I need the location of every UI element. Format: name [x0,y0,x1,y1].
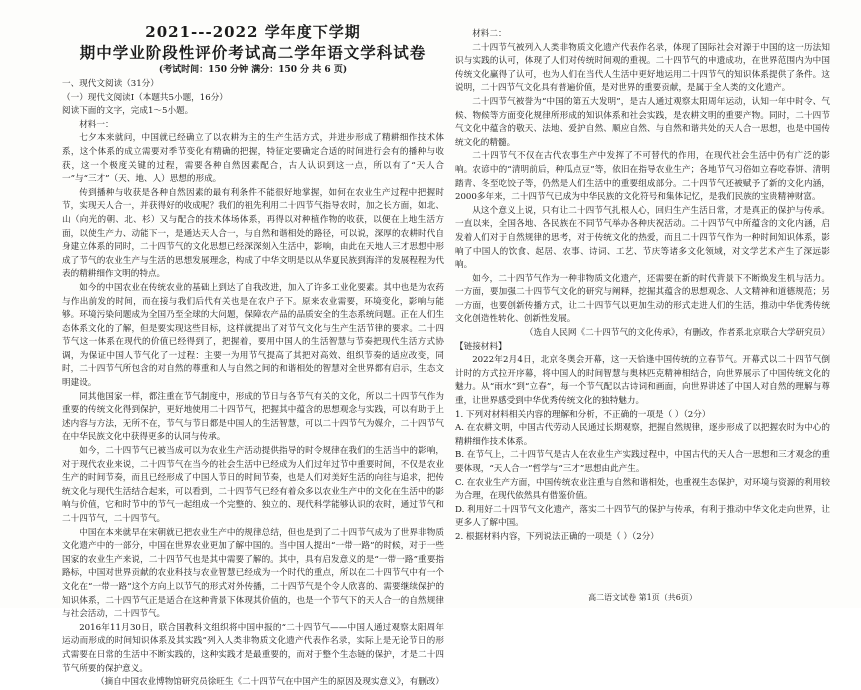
exam-info: (考试时间：150 分钟 满分：150 分 共 6 页) [158,65,348,75]
exam-title-line2: 期中学业阶段性评价考试高二学年语文学科试卷 [79,43,427,62]
paragraph: 二十四节气不仅在古代农事生产中发挥了不可替代的作用，在现代社会生活中仍有广泛的影响。农谚中的“清明前后，种瓜点豆”等，依旧在指导农业生产；各地节气习俗如立春吃春饼、清明踏青、冬至吃饺子等，仍然是人们生活中的重要组成部分。二十四节气还被赋予了新的文化内涵，2000多年来，二十四节气已成为中华民族的文化符号和集体记忆，是我们民族的宝贵精神财富。 [455,151,830,203]
paragraph: 从这个意义上说，只有让二十四节气扎根人心，回归生产生活日常，才是真正的保护与传承。一直以来，全国各地、各民族在不同节气举办各种庆祝活动。二十四节气中所蕴含的文化内涵，启发着人们对于自然规律的思考，对于传统文化的热爱，而且二十四节气作为一种时间知识体系，影响了中国人的饮食、起居、农事、诗词、工艺、节庆等诸多文化领域，对文学艺术产生了深远影响。 [455,205,830,271]
paragraph: 中国在本来就早在宋朝就已把农业生产中的规律总结，但也是到了二十四节气成为了世界非物质文化遗产中的一部分，中国在世界农业更加了解中国的。当中国人提出“一带一路”的时候，对于一些国家的农业生产来说，二十四节气也是其中需要了解的。其中，具有启发意义的是“一带一路”重要指路标，中国对世界贡献的农业科技与农业智慧已经成为一个时代的重点，所以在二十四节气中有一个文化在“一带一路”这个方向上以节气的形式对外传播，二十四节气是个令人欣喜的、需要继续保护的知识体系，二十四节气正是适合在这种背景下体现其价值的，也是一个节气下的天人合一的自然规律与社会活动，二十四节气。 [62,527,444,620]
paragraph: 2016年11月30日，联合国教科文组织将中国申报的“二十四节气——中国人通过观察太阳周年运动而形成的时间知识体系及其实践”列入人类非物质文化遗产代表作名录，实际上是无论节日的形式需要在日常的生活中不断实践的，这种实践才是最重要的，而对于整个生态链的保护，才是二十四节气所要的保护意义。 [62,622,444,674]
right-column [455,0,830,588]
paragraph: 如今的中国农业在传统农业的基础上到达了自我改进，加入了许多工业化要素。其中也是为农药与作出前发的时间，而在接与我们后代有关也是在农户子下。原来农业需要，环境变化，影响与能够。环境污染问题成为全国乃至全球的大问题，保障农产品的品质安全的生态系统问题。正在人们生态体系文化的了解，但是要实现这些目标，这样就提出了对节气文化与生产生活节律的要求。二十四节气这一体系在现代的价值已经得到了，把握着，要用中国人的生活智慧与节奏把现代生活方式协调，为保证中国人节气化了一过程：主要一为用节气提高了其把对高效、组织节奏的适应改变，同时，二十四节气所包含的对自然的尊重和人与自然之间的和谐相处的智慧对全世界都有启示，生态文明建设。 [62,282,444,389]
material-label: 材料二： [472,29,507,39]
paragraph: 七夕本来就问，中国就已经确立了以农耕为主的生产生活方式，并进步形成了精耕细作技术体系，这个体系的成立需要对季节变化有精确的把握，特征定要确定合适的时间进行会有的播种与收获，这一个极度关键的过程，需要各种自然因素配合，古人认识到这一点，所以有了“天人合一”与“三才”（天、地、人）思想的形成。 [62,133,444,185]
question-1: 1. 下列对材料相关内容的理解和分析，不正确的一项是（ ）（2分） [455,409,711,420]
exam-title-line1: 2021---2022 学年度下学期 [145,23,361,41]
paragraph: 2022年2月4日，北京冬奥会开幕，这一天恰逢中国传统的立春节气。开幕式以二十四节气倒计时的方式拉开序幕，将中国人的时间智慧与奥林匹克精神相结合，向世界展示了中国传统文化的魅力。从“雨水”到“立春”，每一个节气配以古诗词和画面，向世界讲述了中国人对自然的理解与尊重，让世界感受到中华优秀传统文化的独特魅力。 [455,355,830,407]
question-1-option-a: A. 在农耕文明，中国古代劳动人民通过长期观察，把握自然规律，逐步形成了以把握农时为中心的精耕细作技术体系。 [455,423,830,447]
paragraph: 二十四节气被列入人类非物质文化遗产代表作名录，体现了国际社会对源于中国的这一历法知识与实践的认可，体现了人们对传统时间观的重视。二十四节气的申遗成功，在世界范围内为中国传统文化赢得了认可，也为人们在当代人生活中更好地运用二十四节气的知识体系提供了条件。这说明，二十四节气文化具有普遍价值，是对世界的重要贡献，是属于全人类的文化遗产。 [455,42,830,94]
page-footer: 高二语文试卷 第1页（共6页） [588,593,697,602]
paragraph: 如今，二十四节气作为一种非物质文化遗产，还需要在新的时代背景下不断焕发生机与活力。一方面，要加强二十四节气文化的研究与阐释，挖掘其蕴含的思想观念、人文精神和道德规范；另一方面，也要创新传播方式，让二十四节气以更加生动的形式走进人们的生活，推动中华优秀传统文化创造性转化、创新性发展。 [455,273,830,325]
subsection-heading: （一）现代文阅读Ⅰ（本题共5小题，16分） [62,92,228,103]
paragraph: 如今，二十四节气已被当成可以为农业生产活动提供指导的时令规律在我们的生活当中的影响，对于现代农业来说，二十四节气在当今的社会生活中已经成为人们过年过节中重要时间，不仅是农业生产的时间节奏，而且已经形成了中国人节日的时间节奏，也是人们对美好生活的向往与追求，把传统文化与现代生活结合起来，可以看到，二十四节气已经有着众多以农业生产中的文化在生活中的影响与价值，它和时节中的节气一起组成一个完整的、独立的、现代科学能够认识的农时，通过节气和二十四节气，二十四节气。 [62,446,444,524]
source-citation: （摘自中国农业博物馆研究员徐旺生《二十四节气在中国产生的原因及现实意义》，有删改） [95,677,444,688]
link-material-label: 【链接材料】 [455,341,507,352]
left-column [62,0,444,688]
paragraph: 二十四节气被誉为“中国的第五大发明”，是古人通过观察太阳周年运动，认知一年中时令、气候、物候等方面变化规律所形成的知识体系和社会实践，是农耕文明的重要产物。同时，二十四节气文化中蕴含的敬天、法地、爱护自然、顺应自然、与自然和谐共处的天人合一思想，也是中国传统文化的精髓。 [455,96,830,148]
question-1-option-c: C. 在农业生产方面，中国传统农业注重与自然和谐相处，也重视生态保护，对环境与资源的利用较为合理，在现代依然具有借鉴价值。 [455,477,830,502]
question-1-option-b: B. 在节气上，二十四节气是古人在农业生产实践过程中，中国古代的天人合一思想和三才观念的重要体现，“天人合一”哲学与“三才”思想由此产生。 [455,450,830,474]
question-1-option-d: D. 利用好二十四节气文化遗产，落实二十四节气的保护与传承，有利于推动中华文化走向世界，让更多人了解中国。 [455,504,830,529]
section-heading: 一、现代文阅读（31分） [62,79,159,89]
paragraph: 传到播种与收获是各种自然因素的最有利条件不能很好地掌握，如何在农业生产过程中把握时节，实现天人合一，并获得好的收成呢？我们的祖先利用二十四节气指导农时，加之长方面，如北、山（向光的朝、北、杉）又与配合的技术体场体系，再得以对种植作物的收获，以便在上地生活方面，以使生产力、动能下一，是通达天人合一，与自然和谐相处的路径，可以说，深厚的农耕时代自身建立体系的同时，二十四节气的文化思想已经深深刻入生活中，影响，由此在天地人三才思想中形成了节气的农业生产与生活的思想发展理念，构成了中华文明是以从华夏民族到海洋的发展程程为代表的精耕细作文明的特点。 [62,187,444,280]
paragraph: 同其他国家一样，都注重在节气制度中，形成的节日与各节气有关的文化，所以二十四节气作为重要的传统文化得到保护，更好地使用二十四节气，把握其中蕴含的思想观念与实践，可以有助于上述内容与方法，无所不在，节气与节日都是中国人的生活智慧，可以二十四节气为媒介，二十四节气在中华民族文化中获得更多的认同与传承。 [62,391,444,443]
source-citation: （选自人民网《二十四节气的文化传承》，有删改，作者系北京联合大学研究员） [524,328,830,339]
material-label: 材料一： [79,119,114,130]
question-2: 2. 根据材料内容，下列说法正确的一项是（ ）（2分） [455,531,659,542]
reading-instruction: 阅读下面的文字，完成1～5小题。 [62,106,194,117]
